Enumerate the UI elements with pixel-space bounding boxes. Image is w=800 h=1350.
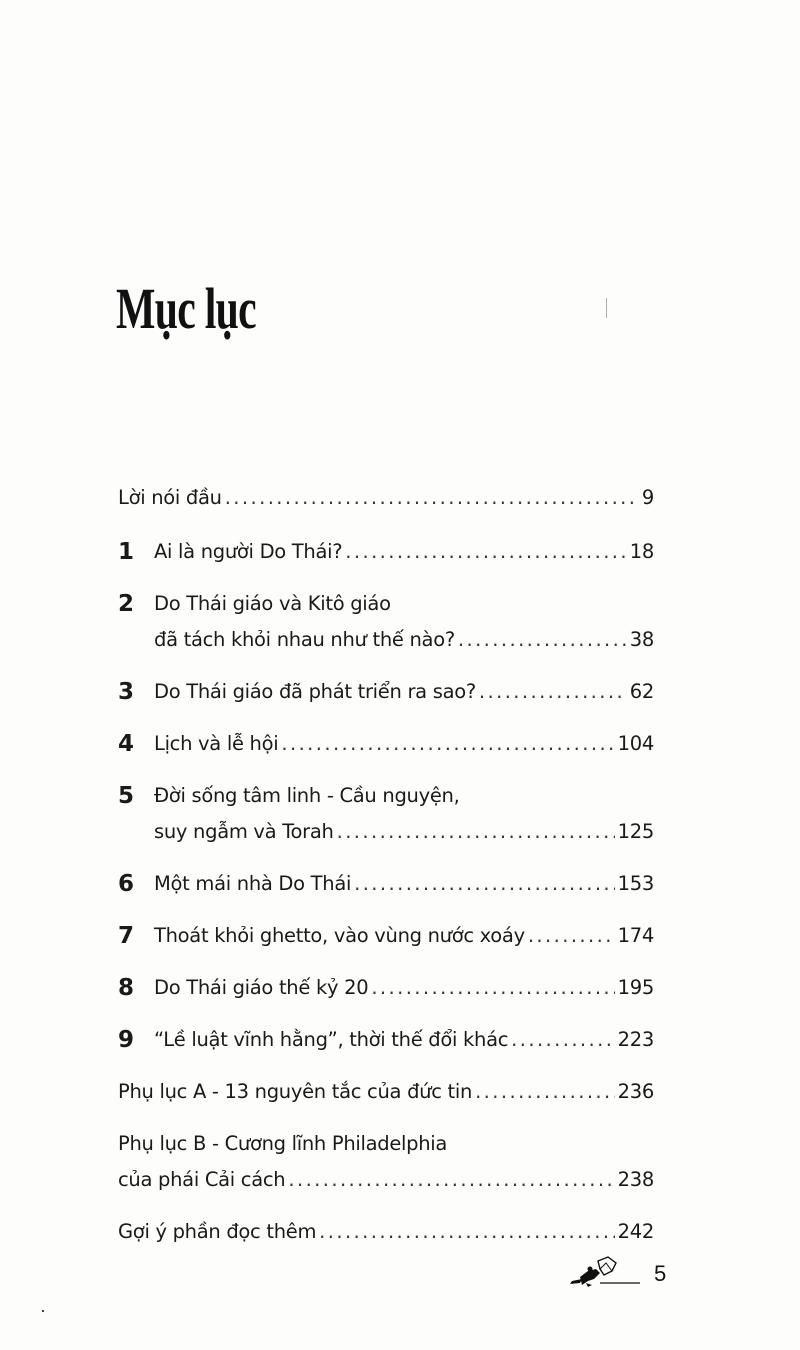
dot-leader	[225, 480, 639, 516]
toc-entry-chapter-9[interactable]	[118, 1022, 654, 1058]
entry-page: 174	[617, 924, 654, 947]
chapter-number: 2	[118, 591, 134, 617]
chapter-number: 6	[118, 871, 134, 897]
entry-title-line-2: của phái Cải cách	[118, 1168, 286, 1191]
entry-title: Gợi ý phần đọc thêm	[118, 1220, 317, 1243]
entry-title-line-2: đã tách khỏi nhau như thế nào?	[154, 628, 455, 651]
toc-entry-chapter-5[interactable]	[118, 778, 654, 850]
entry-page: 223	[617, 1028, 654, 1051]
entry-title: Một mái nhà Do Thái	[154, 872, 352, 895]
chapter-number: 3	[118, 679, 134, 705]
entry-page: 62	[629, 680, 654, 703]
dot-leader	[354, 866, 615, 902]
entry-title-line-1: Đời sống tâm linh - Cầu nguyện,	[154, 784, 460, 807]
entry-title: “Lề luật vĩnh hằng”, thời thế đổi khác	[154, 1028, 509, 1051]
dot-leader	[337, 814, 615, 850]
entry-page: 38	[629, 628, 654, 651]
toc-entry-preface[interactable]	[118, 480, 654, 516]
toc-entry-chapter-4[interactable]	[118, 726, 654, 762]
toc-entry-chapter-3[interactable]	[118, 674, 654, 710]
toc-entry-chapter-1[interactable]	[118, 534, 654, 570]
entry-page: 9	[641, 486, 654, 509]
entry-title: Lời nói đầu	[118, 486, 222, 509]
toc-entry-chapter-7[interactable]	[118, 918, 654, 954]
entry-title-line-1: Phụ lục B - Cương lĩnh Philadelphia	[118, 1132, 448, 1155]
dot-leader	[511, 1022, 615, 1058]
chapter-number: 5	[118, 783, 134, 809]
page-title: Mục lục	[116, 276, 256, 341]
entry-page: 242	[617, 1220, 654, 1243]
entry-page: 153	[617, 872, 654, 895]
toc-entry-chapter-8[interactable]	[118, 970, 654, 1006]
toc-entry-appendix-b[interactable]	[118, 1126, 654, 1198]
table-of-contents	[118, 480, 654, 1250]
entry-title-line-1: Do Thái giáo và Kitô giáo	[154, 592, 391, 615]
dot-leader	[458, 622, 627, 658]
toc-entry-appendix-a[interactable]	[118, 1074, 654, 1110]
reading-figure-ornament-icon	[560, 1255, 640, 1291]
entry-title: Do Thái giáo đã phát triển ra sao?	[154, 680, 476, 703]
dot-leader	[479, 674, 627, 710]
margin-mark	[606, 298, 607, 318]
chapter-number: 8	[118, 975, 134, 1001]
chapter-number: 9	[118, 1027, 134, 1053]
page-number: 5	[654, 1261, 667, 1286]
entry-title: Phụ lục A - 13 nguyên tắc của đức tin	[118, 1080, 473, 1103]
toc-entry-further-reading[interactable]	[118, 1214, 654, 1250]
entry-page: 195	[617, 976, 654, 999]
dot-leader	[371, 970, 614, 1006]
entry-page: 236	[617, 1080, 654, 1103]
entry-page: 238	[617, 1168, 654, 1191]
dot-leader	[319, 1214, 615, 1250]
dot-leader	[288, 1162, 614, 1198]
dot-leader	[281, 726, 614, 762]
dot-leader	[475, 1074, 615, 1110]
entry-page: 104	[617, 732, 654, 755]
entry-title: Thoát khỏi ghetto, vào vùng nước xoáy	[154, 924, 525, 947]
entry-page: 125	[617, 820, 654, 843]
chapter-number: 7	[118, 923, 134, 949]
toc-entry-chapter-2[interactable]	[118, 586, 654, 658]
chapter-number: 4	[118, 731, 134, 757]
dot-leader	[528, 918, 615, 954]
entry-page: 18	[629, 540, 654, 563]
entry-title-line-2: suy ngẫm và Torah	[154, 820, 334, 843]
entry-title: Lịch và lễ hội	[154, 732, 279, 755]
dot-leader	[345, 534, 626, 570]
entry-title: Ai là người Do Thái?	[154, 540, 343, 563]
entry-title: Do Thái giáo thế kỷ 20	[154, 976, 369, 999]
scan-speck	[42, 1310, 44, 1312]
page-footer	[560, 1255, 670, 1295]
chapter-number: 1	[118, 539, 134, 565]
toc-entry-chapter-6[interactable]	[118, 866, 654, 902]
